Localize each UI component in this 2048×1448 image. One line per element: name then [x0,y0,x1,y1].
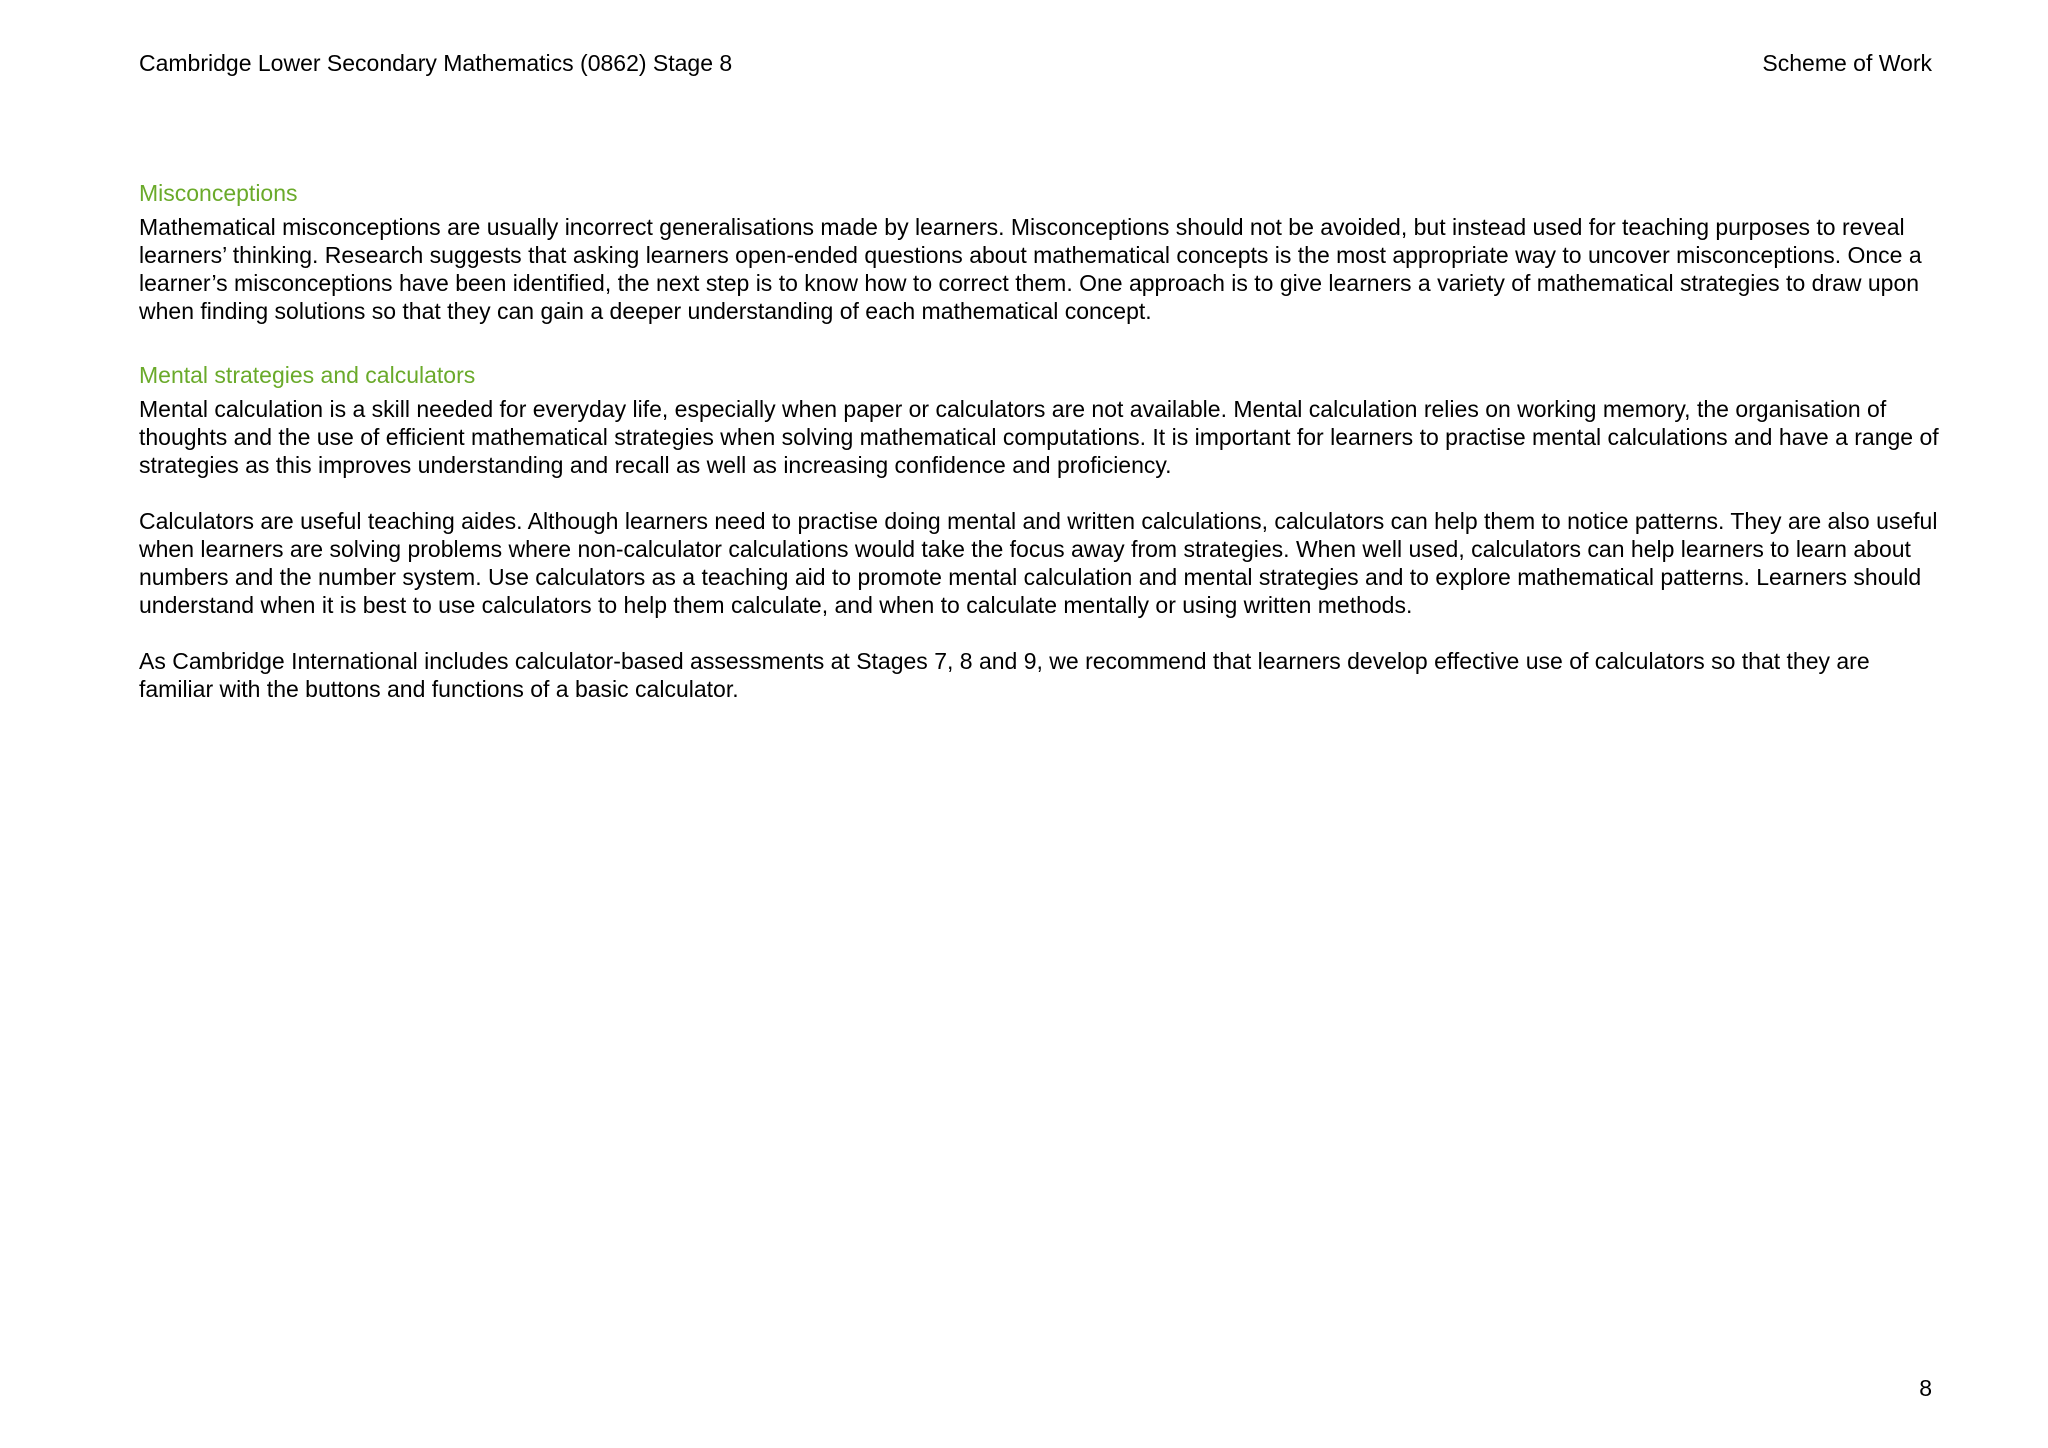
paragraph: Calculators are useful teaching aides. Although learners need to practise doing mental and written calculations, calculators can help them to notice patterns. They are also useful when learners are solving problems where non-calculator calculations would take the focus away from strategies. When well used, calculators can help learners to learn about numbers and the number system. Use calculators as a teaching aid to promote mental calculation and mental strategies and to explore mathematical patterns. Learners should understand when it is best to use calculators to help them calculate, and when to calculate mentally or using written methods. [139,508,1938,618]
page-number: 8 [1919,1375,1932,1401]
section-heading: Misconceptions [139,180,298,206]
paragraph: Mathematical misconceptions are usually incorrect generalisations made by learners. Misconceptions should not be avoided, but instead used for teaching purposes to reveal learners’ thinking. Research suggests that asking learners open-ended questions about mathematical concepts is the most appropriate way to uncover misconceptions. Once a learner’s misconceptions have been identified, the next step is to know how to correct them. One approach is to give learners a variety of mathematical strategies to draw upon when finding solutions so that they can gain a deeper understanding of each mathematical concept. [139,214,1922,324]
document-title: Cambridge Lower Secondary Mathematics (0862) Stage 8 [139,50,733,76]
paragraph: Mental calculation is a skill needed for everyday life, especially when paper or calculators are not available. Mental calculation relies on working memory, the organisation of thoughts and the use of efficient mathematical strategies when solving mathematical computations. It is important for learners to practise mental calculations and have a range of strategies as this improves understanding and recall as well as increasing confidence and proficiency. [139,396,1939,478]
document-type: Scheme of Work [1762,50,1932,76]
main-content [139,179,1939,739]
section-mental-strategies [139,361,1939,703]
section-misconceptions [139,179,1939,325]
section-heading: Mental strategies and calculators [139,362,476,388]
paragraph: As Cambridge International includes calculator-based assessments at Stages 7, 8 and 9, we recommend that learners develop effective use of calculators so that they are familiar with the buttons and functions of a basic calculator. [139,648,1870,702]
page-header [139,49,1932,77]
